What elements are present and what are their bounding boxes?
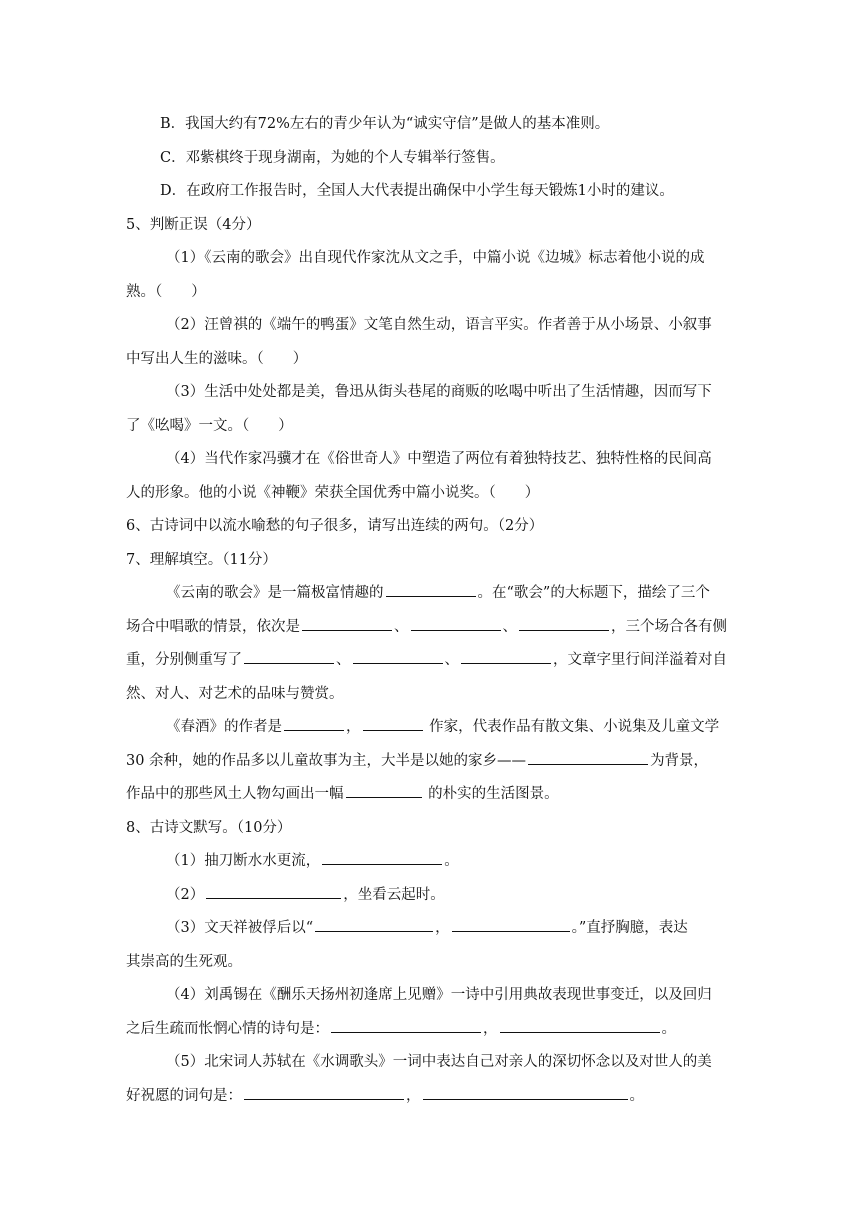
q7-text: 场合中唱歌的情景，依次是 [126, 618, 300, 635]
answer-blank[interactable] [363, 715, 423, 731]
q5-item4-line2: 人的形象。他的小说《神鞭》荣获全国优秀中篇小说奖。（ ） [126, 484, 540, 501]
answer-blank[interactable] [346, 782, 422, 798]
answer-blank[interactable] [452, 916, 570, 932]
question-5-title: 5、判断正误（4分） [126, 216, 261, 233]
q7-p2-line2 [126, 745, 760, 779]
q7-comma: ， [346, 719, 361, 735]
q7-p1-line4: 然、对人、对艺术的品味与赞赏。 [126, 685, 344, 702]
q7-text: 《春酒》的作者是 [166, 719, 282, 735]
answer-blank[interactable] [322, 849, 442, 865]
q7-p1-line3 [126, 644, 760, 678]
q8-text: 好祝愿的词句是： [126, 1087, 242, 1104]
question-6-title: 6、古诗词中以流水喻愁的句子很多，请写出连续的两句。（2分） [126, 518, 544, 534]
answer-blank[interactable] [519, 614, 609, 630]
q8-text: 。 [661, 1020, 676, 1037]
q7-p1-line2 [126, 611, 760, 645]
answer-blank[interactable] [500, 1016, 660, 1032]
answer-blank[interactable] [528, 748, 648, 764]
q5-item1-line1: （1）《云南的歌会》出自现代作家沈从文之手，中篇小说《边城》标志着他小说的成 [166, 250, 705, 266]
q8-item5-line2 [126, 1080, 760, 1114]
question-7-title: 7、理解填空。（11分） [126, 551, 277, 568]
q5-item2-line1: （2）汪曾祺的《端午的鸭蛋》文笔自然生动，语言平实。作者善于从小场景、小叙事 [166, 317, 712, 333]
answer-blank[interactable] [461, 648, 551, 664]
answer-blank[interactable] [284, 715, 344, 731]
q8-text: （2） [166, 886, 205, 903]
q8-text: ， [483, 1020, 498, 1037]
q7-text: 作品中的那些风土人物勾画出一幅 [126, 786, 344, 802]
q8-item2 [126, 879, 760, 913]
q8-text: 。”直抒胸臆，表达 [571, 920, 688, 936]
answer-blank[interactable] [353, 648, 443, 664]
q7-text: 为背景， [650, 752, 709, 769]
answer-blank[interactable] [386, 581, 476, 597]
q7-p2-line1 [126, 711, 760, 745]
q5-item4-line1: （4）当代作家冯骥才在《俗世奇人》中塑造了两位有着独特技艺、独特性格的民间高 [166, 451, 712, 467]
q8-item1 [126, 845, 760, 879]
q8-item4-line1: （4）刘禹锡在《酬乐天扬州初逢席上见赠》一诗中引用典故表现世事变迁，以及回归 [166, 987, 712, 1003]
q8-text: （3）文天祥被俘后以“ [166, 920, 314, 936]
q8-item3-line1 [126, 912, 760, 946]
q7-sep: 、 [444, 652, 459, 668]
q5-item1-line2: 熟。（ ） [126, 283, 206, 300]
answer-blank[interactable] [315, 916, 433, 932]
q8-item5-line1: （5）北宋词人苏轼在《水调歌头》一词中表达自己对亲人的深切怀念以及对世人的美 [166, 1054, 712, 1070]
q8-item4-line2 [126, 1013, 760, 1047]
q8-text: 之后生疏而怅惘心情的诗句是： [126, 1020, 329, 1037]
answer-blank[interactable] [331, 1016, 481, 1032]
q7-text: 《云南的歌会》是一篇极富情趣的 [166, 585, 384, 601]
option-c: C．邓紫棋终于现身湖南，为她的个人专辑举行签售。 [160, 149, 505, 166]
q8-text: （1）抽刀断水水更流， [166, 853, 321, 869]
q8-text: ， [406, 1087, 421, 1104]
q7-text: 的朴实的生活图景。 [428, 786, 559, 802]
answer-blank[interactable] [244, 648, 334, 664]
q8-text: 。 [629, 1087, 644, 1104]
q7-text: 。在“歌会”的大标题下，描绘了三个 [477, 585, 710, 601]
q8-text: 。 [444, 853, 459, 869]
q8-text: ， [435, 920, 450, 936]
q7-p1-line1 [126, 577, 760, 611]
q7-text: ，文章字里行间洋溢着对自 [553, 652, 727, 668]
answer-blank[interactable] [244, 1083, 404, 1099]
answer-blank[interactable] [411, 614, 501, 630]
answer-blank[interactable] [206, 882, 341, 898]
q7-sep: 、 [336, 652, 351, 668]
q7-sep: 、 [394, 618, 409, 635]
question-8-title: 8、古诗文默写。（10分） [126, 819, 292, 836]
answer-blank[interactable] [423, 1083, 628, 1099]
q5-item2-line2: 中写出人生的滋味。（ ） [126, 350, 308, 367]
q7-text: 30 余种，她的作品多以儿童故事为主，大半是以她的家乡—— [126, 752, 527, 769]
q7-text: 作家，代表作品有散文集、小说集及儿童文学 [429, 719, 720, 735]
option-d: D．在政府工作报告时，全国人大代表提出确保中小学生每天锻炼1小时的建议。 [160, 183, 674, 199]
q8-item3-line2: 其崇高的生死观。 [126, 953, 242, 970]
q5-item3-line2: 了《吆喝》一文。（ ） [126, 417, 293, 434]
option-b: B．我国大约有72%左右的青少年认为“诚实守信”是做人的基本准则。 [160, 116, 610, 132]
q8-text: ，坐看云起时。 [343, 886, 445, 903]
q7-text: 重，分别侧重写了 [126, 652, 242, 668]
q7-sep: 、 [502, 618, 517, 635]
q7-text: ，三个场合各有侧 [611, 618, 727, 635]
q5-item3-line1: （3）生活中处处都是美，鲁迅从街头巷尾的商贩的吆喝中听出了生活情趣，因而写下 [166, 384, 712, 400]
q7-p2-line3 [126, 778, 760, 812]
answer-blank[interactable] [302, 614, 392, 630]
